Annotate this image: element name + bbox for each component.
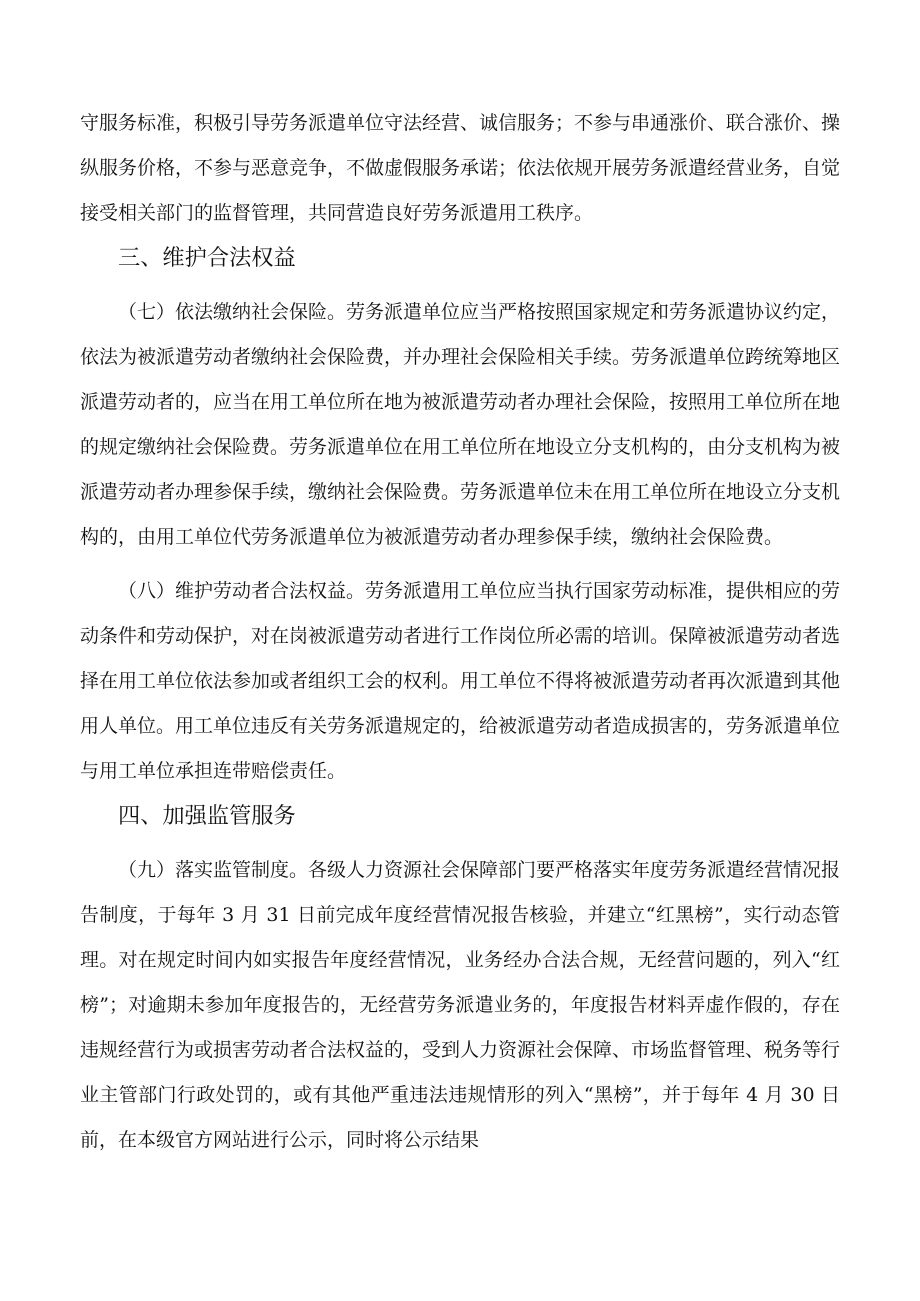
paragraph-9: （九）落实监管制度。各级人力资源社会保障部门要严格落实年度劳务派遣经营情况报告制度，于每年 3 月 31 日前完成年度经营情况报告核验，并建立“红黑榜”，实行动态管理。对在规定时间内如实报告年度经营情况，业务经办合法合规，无经营问题的，列入“红榜”；对逾期未参加年度报告的，无经营劳务派遣业务的，年度报告材料弄虚作假的，存在违规经营行为或损害劳动者合法权益的，受到人力资源社会保障、市场监督管理、税务等行业主管部门行政处罚的，或有其他严重违法违规情形的列入“黑榜”，并于每年 4 月 30 日前，在本级官方网站进行公示，同时将公示结果 bbox=[80, 859, 841, 1151]
document-body bbox=[80, 101, 840, 1163]
section-heading-3: 三、维护合法权益 bbox=[118, 245, 296, 271]
paragraph-continued: 守服务标准，积极引导劳务派遣单位守法经营、诚信服务；不参与串通涨价、联合涨价、操纵服务价格，不参与恶意竞争，不做虚假服务承诺；依法依规开展劳务派遣经营业务，自觉接受相关部门的监督管理，共同营造良好劳务派遣用工秩序。 bbox=[80, 112, 841, 224]
paragraph-8: （八）维护劳动者合法权益。劳务派遣用工单位应当执行国家劳动标准，提供相应的劳动条件和劳动保护，对在岗被派遣劳动者进行工作岗位所必需的培训。保障被派遣劳动者选择在用工单位依法参加或者组织工会的权利。用工单位不得将被派遣劳动者再次派遣到其他用人单位。用工单位违反有关劳务派遣规定的，给被派遣劳动者造成损害的，劳务派遣单位与用工单位承担连带赔偿责任。 bbox=[80, 580, 841, 782]
paragraph-7: （七）依法缴纳社会保险。劳务派遣单位应当严格按照国家规定和劳务派遣协议约定，依法为被派遣劳动者缴纳社会保险费，并办理社会保险相关手续。劳务派遣单位跨统筹地区派遣劳动者的，应当在用工单位所在地为被派遣劳动者办理社会保险，按照用工单位所在地的规定缴纳社会保险费。劳务派遣单位在用工单位所在地设立分支机构的，由分支机构为被派遣劳动者办理参保手续，缴纳社会保险费。劳务派遣单位未在用工单位所在地设立分支机构的，由用工单位代劳务派遣单位为被派遣劳动者办理参保手续，缴纳社会保险费。 bbox=[80, 301, 841, 548]
section-heading-4: 四、加强监管服务 bbox=[118, 803, 296, 829]
